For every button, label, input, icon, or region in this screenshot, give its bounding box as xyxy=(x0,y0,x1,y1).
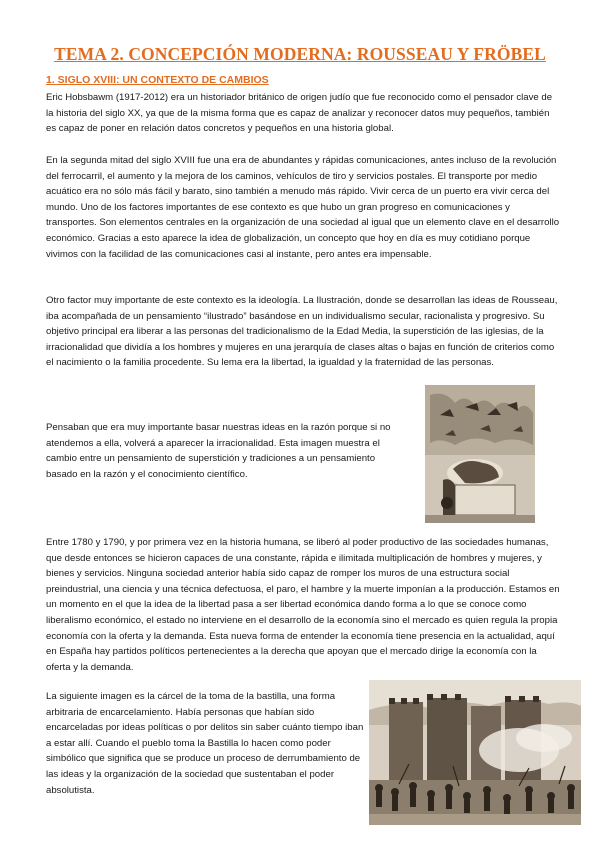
document-title: TEMA 2. CONCEPCIÓN MODERNA: ROUSSEAU Y FRÖBEL xyxy=(54,44,546,64)
paragraph-razon: Pensaban que era muy importante basar nuestras ideas en la razón porque si no atendemos a ella, volverá a aparecer la irracionalidad. Esta imagen muestra el cambio entre un pensamiento de superstición y tradiciones a un pensamiento basado en la razón y el conocimiento científico. xyxy=(46,422,391,480)
paragraph-comunicaciones: En la segunda mitad del siglo XVIII fue una era de abundantes y rápidas comunicaciones, antes incluso de la revolución del ferrocarril, el aumento y la mejora de los caminos, vehículos de tiro y servicios postales. El transporte por medio acuático era no sólo más fácil y barato, sino también a menudo más rápido. Vivir cerca de un puerto era vivir cerca del mundo. Uno de los factores importantes de ese contexto es que hubo un gran progreso en comunicaciones y transportes. Son elementos centrales en la organización de una sociedad al igual que un elemento clave en el desarrollo económico. Gracias a esto aparece la idea de globalización, un concepto que hoy en día es muy cotidiano porque vivimos con la facilidad de las comunicaciones casi al instante, pero antes era impensable. xyxy=(46,155,560,260)
paragraph-ilustracion: Otro factor muy importante de este contexto es la ideología. La Ilustración, donde se desarrollan las ideas de Rousseau, iba acompañada de un pensamiento “ilustrado” basándose en un individualismo secular, racionalista y progresivo. Su objetivo principal era liberar a las personas del tradicionalismo de la Edad Media, la superstición de las iglesias, de la irracionalidad que dividía a los hombres y mujeres en una jerarquía de clases altas o bajas en función de criterios como el nacimiento o la familia procedente. Su lema era la libertad, la igualdad y la fraternidad de las personas. xyxy=(46,295,558,369)
bastille-image xyxy=(369,680,581,825)
section-heading: 1. SIGLO XVIII: UN CONTEXTO DE CAMBIOS xyxy=(46,74,269,86)
goya-etching-image xyxy=(425,385,535,523)
paragraph-liberalismo: Entre 1780 y 1790, y por primera vez en la historia humana, se liberó al poder productivo de las sociedades humanas, que desde entonces se hicieron capaces de una constante, rápida e ilimitada multiplicación de hombres y mujeres, y bienes y servicios. Ninguna sociedad anterior había sido capaz de romper los muros de una estructura social preindustrial, una ciencia y una técnica defectuosa, el paro, el hambre y la muerte imponían a la producción. Estamos en un momento en el que la idea de la libertad pasa a ser libertad económica dando forma a lo que se conoce como liberalismo económico, el estado no interviene en el desarrollo de la economía sino el mercado es quien regula la propia economía con la oferta y la demanda. Esta nueva forma de entender la economía tiene presencia en la actualidad, aquí en España hay partidos políticos pertenecientes a la derecha que apoyan que el mercado dirige la economía con la oferta y la demanda. xyxy=(46,537,560,673)
paragraph-hobsbawm: Eric Hobsbawm (1917-2012) era un historiador británico de origen judío que fue reconocido como el pensador clave de la historia del siglo XX, ya que de la misma forma que es capaz de analizar y reconocer datos muy pequeños, también es capaz de poner en relación datos concretos y pequeños en una historia global. xyxy=(46,92,553,135)
paragraph-bastilla: La siguiente imagen es la cárcel de la toma de la bastilla, una forma arbitraria de encarcelamiento. Había personas que habían sido encarceladas por ideas políticas o por delitos sin saber cuánto tiempo iban a estar allí. Cuando el pueblo toma la Bastilla lo hacen como poder simbólico que significa que se produce un proceso de derrumbamiento de las ideas y la organización de la sociedad que sustentaban el poder absolutista. xyxy=(46,691,364,796)
